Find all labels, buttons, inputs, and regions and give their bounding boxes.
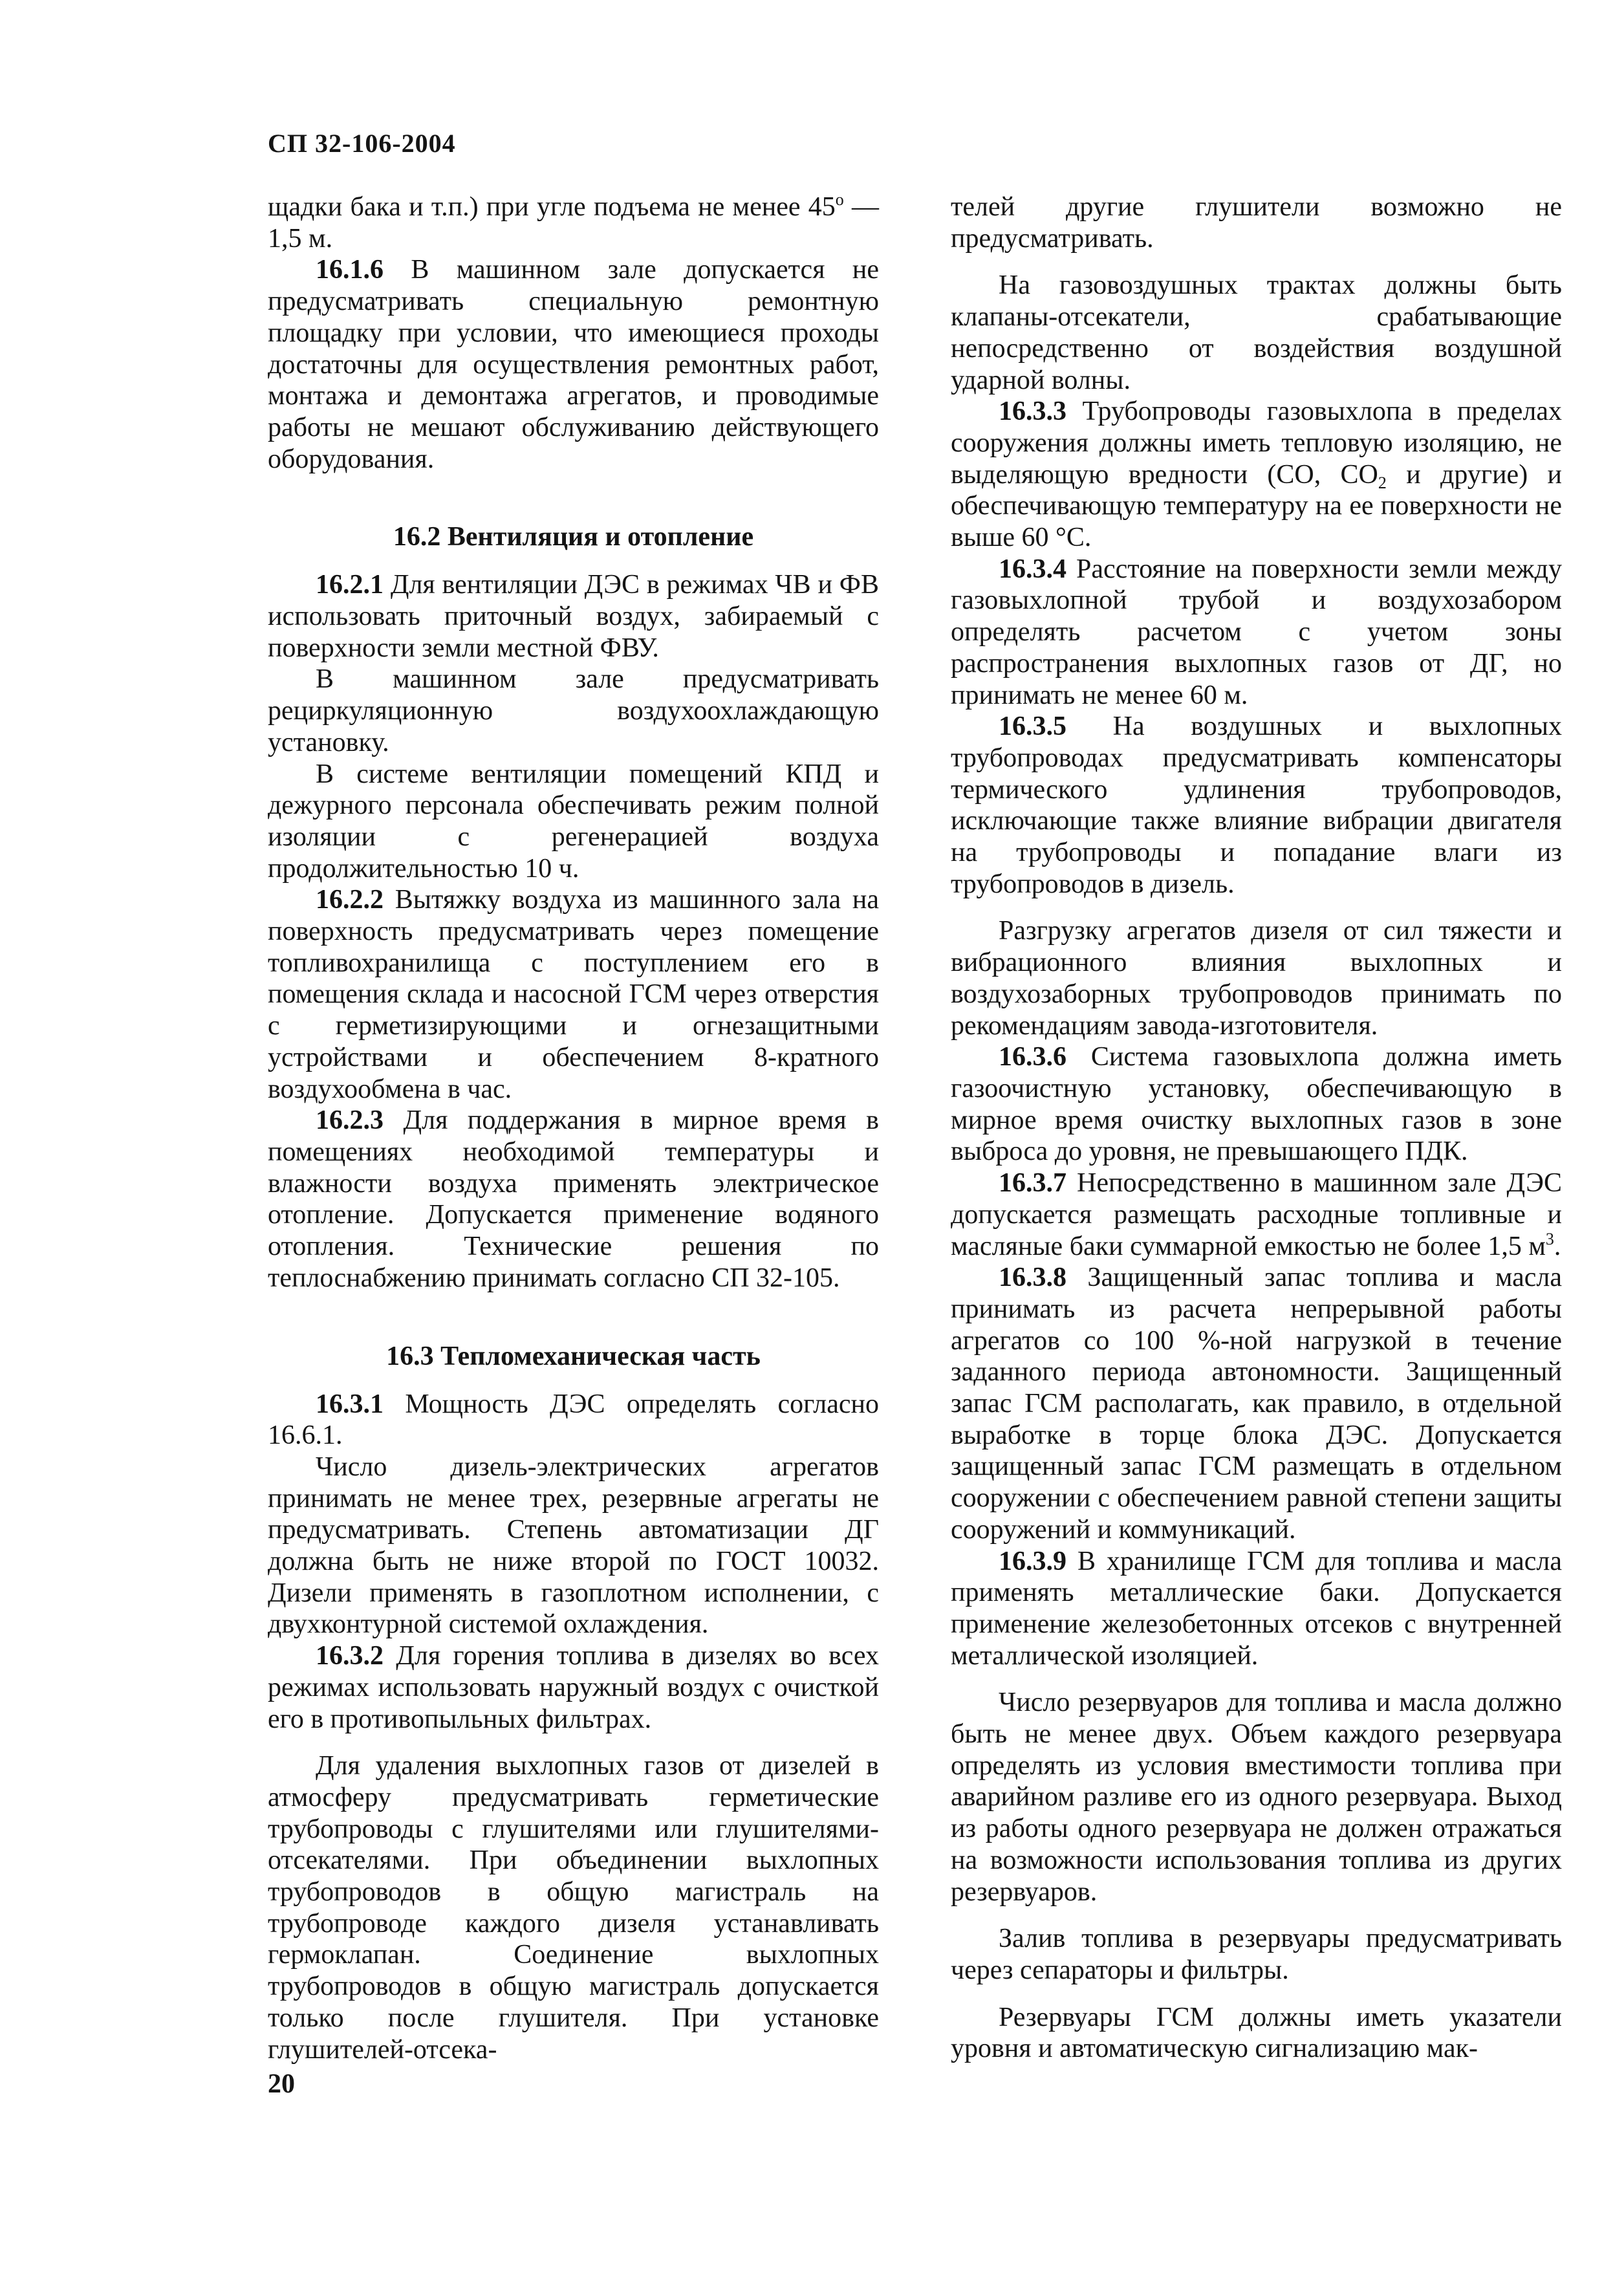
right-column bbox=[951, 191, 1562, 2065]
clause-number: 16.3.9 bbox=[999, 1546, 1066, 1576]
section-heading-thermomechanical: 16.3 Тепломеханическая часть bbox=[386, 1341, 761, 1371]
clause-number: 16.2.1 bbox=[316, 570, 384, 600]
paragraph: 16.3.5 На воздушных и выхлопных трубопроводах предусматривать компенсаторы термического удлинения трубопроводов, исключающие также влияние вибрации двигателя на трубопроводы и попадание влаги из трубопроводов в дизель. bbox=[951, 712, 1562, 899]
paragraph: Разгрузку агрегатов дизеля от сил тяжести и вибрационного влияния выхлопных и воздухозаборных трубопроводов принимать по рекомендациям завода-изготовителя. bbox=[951, 916, 1562, 1041]
section-heading-ventilation: 16.2 Вентиляция и отопление bbox=[393, 522, 754, 552]
document-code-header: СП 32-106-2004 bbox=[268, 129, 456, 158]
paragraph: 16.3.6 Система газовыхлопа должна иметь газоочистную установку, обеспечивающую в мирное время очистку выхлопных газов в зоне выброса до уровня, не превышающего ПДК. bbox=[951, 1042, 1562, 1167]
clause-number: 16.2.3 bbox=[316, 1105, 384, 1136]
clause-number: 16.3.4 bbox=[999, 554, 1066, 584]
paragraph: Число дизель-электрических агрегатов принимать не менее трех, резервные агрегаты не предусматривать. Степень автоматизации ДГ должна быть не ниже второй по ГОСТ 10032. Дизели применять в газоплотном исполнении, с двухконтурной системой охлаждения. bbox=[268, 1451, 879, 1640]
paragraph: 16.1.6 В машинном зале допускается не предусматривать специальную ремонтную площадку при условии, что имеющиеся проходы достаточны для осуществления ремонтных работ, монтажа и демонтажа агрегатов, и проводимые работы не мешают обслуживанию действующего оборудования. bbox=[268, 255, 879, 474]
paragraph: Залив топлива в резервуары предусматривать через сепараторы и фильтры. bbox=[951, 1924, 1562, 1985]
paragraph: 16.3.8 Защищенный запас топлива и масла принимать из расчета непрерывной работы агрегатов со 100 %-ной нагрузкой в течение заданного периода автономности. Защищенный запас ГСМ располагать, как правило, в отдельной выработке в торце блока ДЭС. Допускается защищенный запас ГСМ размещать в отдельном сооружении с обеспечением равной степени защиты сооружений и коммуникаций. bbox=[951, 1263, 1562, 1545]
page-number: 20 bbox=[268, 2069, 295, 2099]
clause-number: 16.1.6 bbox=[316, 255, 384, 285]
paragraph: На газовоздушных трактах должны быть клапаны-отсекатели, срабатывающие непосредственно от воздействия воздушной ударной волны. bbox=[951, 270, 1562, 395]
paragraph: В машинном зале предусматривать рециркуляционную воздухоохлаждающую установку. bbox=[268, 664, 879, 757]
paragraph: Число резервуаров для топлива и масла должно быть не менее двух. Объем каждого резервуара определять из условия вместимости топлива при аварийном разливе его из одного резервуара. Выход из работы одного резервуара не должен отражаться на возможности использования топлива из других резервуаров. bbox=[951, 1688, 1562, 1907]
clause-number: 16.3.5 bbox=[999, 712, 1066, 742]
paragraph: Резервуары ГСМ должны иметь указатели уровня и автоматическую сигнализацию мак- bbox=[951, 2002, 1562, 2064]
paragraph: 16.2.2 Вытяжку воздуха из машинного зала на поверхность предусматривать через помещение топливохранилища с поступлением его в помещения склада и насосной ГСМ через отверстия с герметизирующими и огнезащитными устройствами и обеспечением 8-кратного воздухообмена в час. bbox=[268, 885, 879, 1104]
paragraph: 16.3.1 Мощность ДЭС определять согласно 16.6.1. bbox=[268, 1389, 879, 1451]
paragraph: 16.3.4 Расстояние на поверхности земли между газовыхлопной трубой и воздухозабором определять расчетом с учетом зоны распространения выхлопных газов от ДГ, но принимать не менее 60 м. bbox=[951, 554, 1562, 710]
left-column bbox=[268, 191, 879, 2065]
clause-number: 16.2.2 bbox=[316, 885, 384, 915]
clause-number: 16.3.7 bbox=[999, 1168, 1066, 1199]
clause-number: 16.3.8 bbox=[999, 1263, 1066, 1293]
paragraph: 16.2.1 Для вентиляции ДЭС в режимах ЧВ и ФВ использовать приточный воздух, забираемый с поверхности земли местной ФВУ. bbox=[268, 570, 879, 663]
clause-number: 16.3.2 bbox=[316, 1641, 384, 1671]
paragraph: 16.3.9 В хранилище ГСМ для топлива и масла применять металлические баки. Допускается применение железобетонных отсеков с внутренней металлической изоляцией. bbox=[951, 1546, 1562, 1671]
paragraph: В системе вентиляции помещений КПД и дежурного персонала обеспечивать режим полной изоляции с регенерацией воздуха продолжительностью 10 ч. bbox=[268, 759, 879, 884]
clause-number: 16.3.3 bbox=[999, 397, 1066, 427]
clause-number: 16.3.6 bbox=[999, 1042, 1066, 1072]
paragraph: 16.3.7 Непосредственно в машинном зале ДЭС допускается размещать расходные топливные и масляные баки суммарной емкостью не более 1,5 $м^3$. bbox=[951, 1168, 1562, 1261]
paragraph: 16.2.3 Для поддержания в мирное время в помещениях необходимой температуры и влажности воздуха применять электрическое отопление. Допускается применение водяного отопления. Технические решения по теплоснабжению принимать согласно СП 32-105. bbox=[268, 1105, 879, 1293]
clause-number: 16.3.1 bbox=[316, 1389, 384, 1419]
paragraph: 16.3.3 Трубопроводы газовыхлопа в пределах сооружения должны иметь тепловую изоляцию, не выделяющую вредности (СО, $СО_2$ и другие) и обеспечивающую температуру на ее поверхности не выше 60 °С. bbox=[951, 397, 1562, 553]
paragraph: щадки бака и т.п.) при угле подъема не менее $45^о$ — 1,5 м. bbox=[268, 190, 880, 254]
paragraph: телей другие глушители возможно не предусматривать. bbox=[951, 192, 1562, 254]
paragraph: 16.3.2 Для горения топлива в дизелях во всех режимах использовать наружный воздух с очисткой его в противопыльных фильтрах. bbox=[268, 1641, 879, 1734]
paragraph: Для удаления выхлопных газов от дизелей в атмосферу предусматривать герметические трубопроводы с глушителями или глушителями-отсекателями. При объединении выхлопных трубопроводов в общую магистраль на трубопроводе каждого дизеля устанавливать гермоклапан. Соединение выхлопных трубопроводов в общую магистраль допускается только после глушителя. При установке глушителей-отсека- bbox=[268, 1751, 879, 2065]
